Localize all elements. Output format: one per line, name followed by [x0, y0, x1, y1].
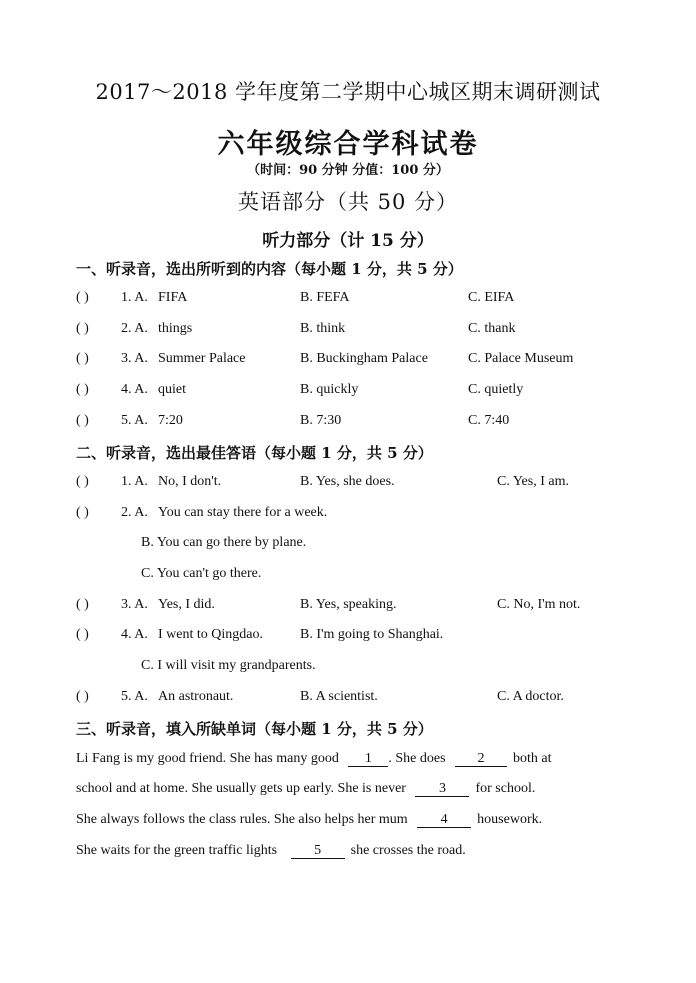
s1-q5-option-c: C. 7:40	[468, 413, 510, 428]
s1-q3-option-a: Summer Palace	[158, 351, 246, 366]
s1-q2-bracket[interactable]: ( )	[76, 321, 89, 336]
passage-text: she crosses the road.	[350, 843, 466, 858]
s2-q5-bracket[interactable]: ( )	[76, 689, 89, 704]
blank-4[interactable]: 4	[417, 812, 471, 828]
passage-text: Li Fang is my good friend. She has many good	[76, 751, 339, 766]
s1-q4-option-a: quiet	[158, 382, 186, 397]
s2-q2-num: 2. A.	[121, 505, 148, 520]
s1-q3-bracket[interactable]: ( )	[76, 351, 89, 366]
s2-q3-option-a: Yes, I did.	[158, 597, 215, 612]
s2-q3-bracket[interactable]: ( )	[76, 597, 89, 612]
s1-q5-num: 5. A.	[121, 413, 148, 428]
s2-q4-option-a: I went to Qingdao.	[158, 627, 263, 642]
s1-q2-option-c: C. thank	[468, 321, 516, 336]
s2-q3-option-c: C. No, I'm not.	[497, 597, 581, 612]
section2-heading: 二、听录音，选出最佳答语（每小题 1 分，共 5 分）	[76, 444, 433, 462]
time-score-note: （时间：90 分钟 分值：100 分）	[247, 163, 449, 178]
s2-q5-num: 5. A.	[121, 689, 148, 704]
s2-q5-option-a: An astronaut.	[158, 689, 234, 704]
s1-q5-option-a: 7:20	[158, 413, 183, 428]
blank-2[interactable]: 2	[455, 751, 507, 767]
s2-q4-num: 4. A.	[121, 627, 148, 642]
s1-q3-option-c: C. Palace Museum	[468, 351, 574, 366]
s2-q2-option-b: B. You can go there by plane.	[141, 535, 307, 550]
s1-q1-option-c: C. EIFA	[468, 290, 515, 305]
section3-heading: 三、听录音，填入所缺单词（每小题 1 分，共 5 分）	[76, 720, 433, 738]
s2-q2-option-c: C. You can't go there.	[141, 566, 262, 581]
passage-text: She always follows the class rules. She also helps her mum	[76, 812, 408, 827]
s2-q3-option-b: B. Yes, speaking.	[300, 597, 397, 612]
s1-q4-option-c: C. quietly	[468, 382, 524, 397]
s1-q1-option-b: B. FEFA	[300, 290, 350, 305]
blank-1[interactable]: 1	[348, 751, 388, 767]
passage-text: She waits for the green traffic lights	[76, 843, 278, 858]
s1-q2-num: 2. A.	[121, 321, 148, 336]
english-part-title: 英语部分（共 50 分）	[237, 190, 459, 214]
passage-text: . She does	[388, 751, 446, 766]
s2-q1-bracket[interactable]: ( )	[76, 474, 89, 489]
passage-text: school and at home. She usually gets up early. She is never	[76, 781, 406, 796]
s1-q5-option-b: B. 7:30	[300, 413, 342, 428]
s2-q1-option-c: C. Yes, I am.	[497, 474, 569, 489]
passage-text: both at	[513, 751, 552, 766]
passage-text: housework.	[477, 812, 543, 827]
passage-line-1	[76, 751, 552, 767]
passage-text: for school.	[475, 781, 536, 796]
s2-q2-bracket[interactable]: ( )	[76, 505, 89, 520]
s2-q5-option-c: C. A doctor.	[497, 689, 564, 704]
section1-heading: 一、听录音，选出所听到的内容（每小题 1 分，共 5 分）	[76, 260, 463, 278]
s2-q1-option-b: B. Yes, she does.	[300, 474, 395, 489]
s2-q1-num: 1. A.	[121, 474, 148, 489]
paper-title: 六年级综合学科试卷	[217, 129, 479, 160]
passage-line-2	[76, 781, 535, 797]
s1-q2-option-b: B. think	[300, 321, 346, 336]
s2-q4-option-c: C. I will visit my grandparents.	[141, 658, 316, 673]
s2-q3-num: 3. A.	[121, 597, 148, 612]
s2-q4-bracket[interactable]: ( )	[76, 627, 89, 642]
s2-q4-option-b: B. I'm going to Shanghai.	[300, 627, 444, 642]
s2-q2-option-a: You can stay there for a week.	[158, 505, 328, 520]
s2-q5-option-b: B. A scientist.	[300, 689, 378, 704]
exam-title: 2017～2018 学年度第二学期中心城区期末调研测试	[95, 80, 601, 104]
listening-part-title: 听力部分（计 15 分）	[262, 231, 434, 251]
s1-q4-option-b: B. quickly	[300, 382, 359, 397]
s1-q4-num: 4. A.	[121, 382, 148, 397]
passage-line-3	[76, 812, 542, 828]
s1-q3-num: 3. A.	[121, 351, 148, 366]
s1-q3-option-b: B. Buckingham Palace	[300, 351, 428, 366]
s1-q4-bracket[interactable]: ( )	[76, 382, 89, 397]
s2-q1-option-a: No, I don't.	[158, 474, 222, 489]
passage-line-4	[76, 843, 466, 859]
s1-q1-option-a: FIFA	[158, 290, 188, 305]
blank-3[interactable]: 3	[415, 781, 469, 797]
s1-q1-bracket[interactable]: ( )	[76, 290, 89, 305]
blank-5[interactable]: 5	[291, 843, 345, 859]
s1-q1-num: 1. A.	[121, 290, 148, 305]
s1-q5-bracket[interactable]: ( )	[76, 413, 89, 428]
s1-q2-option-a: things	[158, 321, 193, 336]
